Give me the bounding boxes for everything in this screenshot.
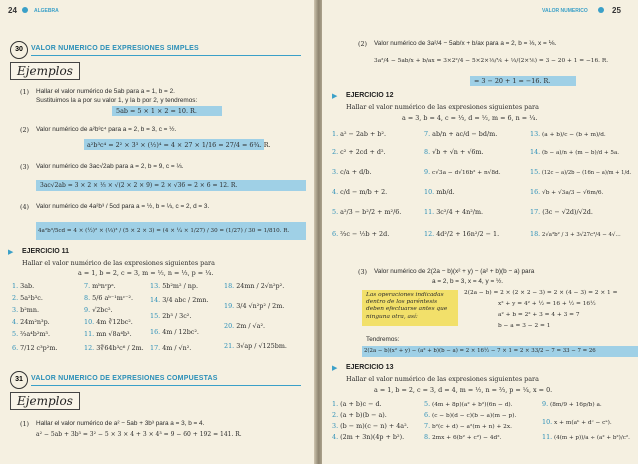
item-number: 9. <box>542 400 549 408</box>
item-expression: 24m²n³p. <box>20 318 50 326</box>
item-expression: 4m ∛12bc². <box>96 318 133 326</box>
item-number: 4. <box>332 433 339 441</box>
item-expression: a²/3 − b²/2 + m²/6. <box>340 208 402 216</box>
item-number: 6. <box>424 411 431 419</box>
item-number: 13. <box>150 282 161 290</box>
item-number: 1. <box>12 282 19 290</box>
item-number: 14. <box>530 148 541 156</box>
item-expression: c² + 2cd + d². <box>340 148 386 156</box>
item-expression: (b − m)(c − n) + 4a². <box>340 422 409 430</box>
item-number: 10. <box>84 318 95 326</box>
example-text: Hallar el valor numérico de a² − 5ab + 3b³ para a = 3, b = 4. <box>36 420 205 427</box>
step-line: a² + b = 2² + 3 = 4 + 3 = 7 <box>498 312 580 318</box>
item-expression: (4m + 8p)(a² + b²)(6n − d). <box>431 402 513 408</box>
example-work: 3a²/4 − 5ab/x + b/ax = 3×2²/4 − 5×2×⅓/⅙ + ⅓/(2×⅙) = 3 − 20 + 1 = −16. R. <box>374 58 609 64</box>
example-number: (1) <box>20 88 30 96</box>
page-number: 25 <box>612 6 621 15</box>
item-expression: b²mn. <box>20 306 40 314</box>
example-result: 4a²b³/5cd = 4 × (½)² × (⅓)³ / (5 × 2 × 3) = (4 × ¼ × 1/27) / 30 = (1/27) / 30 = 1/810. R. <box>38 228 290 234</box>
exercise-values: a = 1, b = 2, c = 3, d = 4, m = ½, n = ⅔, p = ¼, x = 0. <box>374 386 553 394</box>
item-expression: mb/d. <box>436 188 455 196</box>
left-page <box>0 0 316 464</box>
arrow-icon: ▶ <box>332 92 338 100</box>
item-expression: (8m/9 + 16p/b) a. <box>549 402 602 408</box>
item-expression: (3c − √2d)/√2d. <box>542 208 593 216</box>
right-page <box>322 0 638 464</box>
example-result: 3ac√2ab = 3 × 2 × ⅓ × √(2 × 2 × 9) = 2 × √36 = 2 × 6 = 12. R. <box>40 182 238 189</box>
item-number: 17. <box>150 344 161 352</box>
item-number: 2. <box>12 294 19 302</box>
section-rule <box>31 55 301 56</box>
item-expression: c/a + d/b. <box>340 168 372 176</box>
item-number: 10. <box>424 188 435 196</box>
item-number: 1. <box>332 130 339 138</box>
example-number: (3) <box>20 163 30 171</box>
example-number: (2) <box>358 40 368 48</box>
item-expression: mn √8a⁴b³. <box>96 330 132 338</box>
item-expression: 5a²b³c. <box>20 294 43 302</box>
item-number: 14. <box>150 296 161 304</box>
item-number: 6. <box>12 344 19 352</box>
item-expression: 2√a³b² / 3 + 3√27c³/4 − 4√… <box>541 232 621 238</box>
item-number: 11. <box>542 433 553 441</box>
item-number: 17. <box>530 208 541 216</box>
item-expression: (c − b)(d − c)(b − a)(m − p). <box>431 413 517 419</box>
item-expression: 4m / √n². <box>162 344 192 352</box>
exercise-title: EJERCICIO 13 <box>346 364 394 371</box>
item-number: 12. <box>84 344 95 352</box>
exercise-instruction: Hallar el valor numérico de las expresiones siguientes para <box>346 375 539 383</box>
exercise-instruction: Hallar el valor numérico de las expresiones siguientes para <box>22 259 215 267</box>
page-dot-icon <box>22 7 28 13</box>
item-number: 16. <box>150 328 161 336</box>
item-expression: x + m(aᵇ + dᶜ − cᵃ). <box>554 420 612 426</box>
item-number: 7. <box>424 422 431 430</box>
item-number: 15. <box>530 168 541 176</box>
item-number: 4. <box>332 188 339 196</box>
item-expression: 3/4 √n²p² / 2m. <box>236 302 285 310</box>
item-expression: 3∜64b³c⁶ / 2m. <box>96 344 144 352</box>
item-expression: (a + b)c − d. <box>340 400 382 408</box>
exercise-title: EJERCICIO 12 <box>346 92 394 99</box>
running-head: ALGEBRA <box>34 8 59 14</box>
example-text: Sustituimos la a por su valor 1, y la b por 2, y tendremos: <box>36 97 198 104</box>
exercise-values: a = 1, b = 2, c = 3, m = ½, n = ⅓, p = ¼. <box>78 269 214 277</box>
step-line: x² + y = 4² + ½ = 16 + ½ = 16½ <box>498 301 596 307</box>
item-expression: 3/4 abc / 2mn. <box>162 296 209 304</box>
item-expression: 4m / 12bc². <box>162 328 199 336</box>
item-expression: ab/n + ac/d − bd/m. <box>432 130 498 138</box>
item-expression: √b + √n + √6m. <box>432 148 484 156</box>
item-expression: 7/12 c³p²m. <box>20 344 58 352</box>
example-number: (4) <box>20 203 30 211</box>
example-number: (2) <box>20 126 30 134</box>
exercise-title: EJERCICIO 11 <box>22 248 70 255</box>
item-expression: (b − a)/n + (m − b)/d + 5a. <box>541 150 620 156</box>
item-number: 2. <box>332 411 339 419</box>
item-number: 3. <box>12 306 19 314</box>
item-expression: (12c − a)/2b − (16n − a)/m + 1/d. <box>541 170 632 176</box>
arrow-icon: ▶ <box>8 248 14 256</box>
section-number: 31 <box>10 371 28 389</box>
example-text: Valor numérico de 4a²b³ / 5cd para a = ½, b = ⅓, c = 2, d = 3. <box>36 203 210 210</box>
section-title: VALOR NUMERICO DE EXPRESIONES COMPUESTAS <box>31 375 218 382</box>
item-expression: (a + b)(b − a). <box>340 411 387 419</box>
item-expression: 5b²m² / np. <box>162 282 199 290</box>
example-result: a²b³c⁴ = 2² × 3³ × (½)⁴ = 4 × 27 × 1/16 = 27/4 = 6¾. R. <box>87 141 271 149</box>
ejemplos-box: Ejemplos <box>10 392 80 410</box>
item-number: 18. <box>530 230 541 238</box>
section-title: VALOR NUMERICO DE EXPRESIONES SIMPLES <box>31 45 199 52</box>
example-result: a² − 5ab + 3b³ = 3² − 5 × 3 × 4 + 3 × 4³ = 9 − 60 + 192 = 141. R. <box>36 431 242 438</box>
page-number: 24 <box>8 6 17 15</box>
item-number: 5. <box>424 400 431 408</box>
item-expression: 3√ap / √125bm. <box>236 342 287 350</box>
item-number: 16. <box>530 188 541 196</box>
item-number: 9. <box>424 168 431 176</box>
item-number: 13. <box>530 130 541 138</box>
item-expression: 2mx + 6(b² + c²) − 4d². <box>431 435 502 441</box>
step-line: b − a = 3 − 2 = 1 <box>498 323 551 329</box>
item-expression: a² − 2ab + b². <box>340 130 387 138</box>
item-number: 11. <box>84 330 95 338</box>
item-number: 7. <box>424 130 431 138</box>
example-text: Valor numérico de a²b³c⁴ para a = 2, b = 3, c = ½. <box>36 126 177 133</box>
item-number: 6. <box>332 230 339 238</box>
exercise-list <box>332 400 632 460</box>
item-number: 18. <box>224 282 235 290</box>
item-expression: √2bc². <box>92 306 113 314</box>
example-text: Valor numérico de 3a²/4 − 5ab/x + b/ax para a = 2, b = ⅓, x = ⅙. <box>374 40 557 47</box>
item-number: 2. <box>332 148 339 156</box>
exercise-list <box>332 130 632 260</box>
section-number: 30 <box>10 41 28 59</box>
item-expression: (a + b)/c − (b + m)/d. <box>542 132 606 138</box>
example-number: (1) <box>20 420 30 428</box>
item-number: 4. <box>12 318 19 326</box>
section-rule <box>31 385 301 386</box>
item-number: 20. <box>224 322 235 330</box>
exercise-list <box>12 282 312 364</box>
example-text: Valor numérico de 3ac√2ab para a = 2, b = 9, c = ⅓. <box>36 163 184 170</box>
step-line: 2(2a − b) = 2 × (2 × 2 − 3) = 2 × (4 − 3) = 2 × 1 = <box>464 290 618 296</box>
item-number: 11. <box>424 208 435 216</box>
item-number: 7. <box>84 282 91 290</box>
item-expression: b²(c + d) − a²(m + n) + 2x. <box>431 424 512 430</box>
item-number: 9. <box>84 306 91 314</box>
ejemplos-box: Ejemplos <box>10 62 80 80</box>
item-expression: ⅔a⁴b²m³. <box>20 330 51 338</box>
example-text: Hallar el valor numérico de 5ab para a = 1, b = 2. <box>36 88 175 95</box>
item-number: 10. <box>542 418 553 426</box>
item-expression: ⅔c − ½b + 2d. <box>340 230 390 238</box>
item-number: 21. <box>224 342 235 350</box>
item-expression: 2m / √a². <box>236 322 266 330</box>
item-number: 8. <box>424 433 431 441</box>
tendremos-label: Tendremos: <box>366 336 400 343</box>
example-values: a = 2, b = 3, x = 4, y = ½. <box>432 278 504 285</box>
example-text: Valor numérico de 2(2a − b)(x² + y) − (a² + b)(b − a) para <box>374 268 535 275</box>
item-expression: (2m + 3n)(4p + b²). <box>340 433 405 441</box>
item-expression: c√3a − d√16b² + n√8d. <box>431 170 501 176</box>
item-expression: 5/6 aᵇ⁻¹mᶜ⁻². <box>92 294 134 302</box>
item-number: 12. <box>424 230 435 238</box>
item-expression: 4d²/2 + 16n²/2 − 1. <box>436 230 500 238</box>
item-expression: 2b³ / 3c². <box>162 312 192 320</box>
item-number: 8. <box>424 148 431 156</box>
item-number: 1. <box>332 400 339 408</box>
page-dot-icon <box>598 7 604 13</box>
example-result: 5ab = 5 × 1 × 2 = 10. R. <box>116 107 197 115</box>
exercise-instruction: Hallar el valor numérico de las expresiones siguientes para <box>346 103 539 111</box>
item-number: 5. <box>12 330 19 338</box>
note-text: Las operaciones indicadas dentro de los paréntesis deben efectuarse antes que ninguna otra, así: <box>366 292 448 320</box>
item-number: 5. <box>332 208 339 216</box>
example-result: 2(2a − b)(x² + y) − (a² + b)(b − a) = 2 × 16½ − 7 × 1 = 2 × 33/2 − 7 = 33 − 7 = 26 <box>364 348 596 354</box>
item-expression: 3c²/4 + 4n²/m. <box>436 208 484 216</box>
item-number: 3. <box>332 168 339 176</box>
item-expression: √b + √3a/3 − √6m/6. <box>542 190 604 196</box>
item-expression: 3ab. <box>20 282 35 290</box>
item-number: 8. <box>84 294 91 302</box>
item-number: 3. <box>332 422 339 430</box>
item-number: 19. <box>224 302 235 310</box>
item-expression: 24mn / 2√n²p². <box>236 282 285 290</box>
item-expression: mᵇnᶜpᵃ. <box>92 282 116 290</box>
item-number: 15. <box>150 312 161 320</box>
item-expression: c/d − m/b + 2. <box>340 188 388 196</box>
example-number: (3) <box>358 268 368 276</box>
arrow-icon: ▶ <box>332 364 338 372</box>
running-head: VALOR NUMERICO <box>542 8 588 14</box>
item-expression: (4(m + p))/a ÷ (a² + b²)/c². <box>553 435 630 441</box>
exercise-values: a = 3, b = 4, c = ⅓, d = ½, m = 6, n = ¼. <box>402 114 538 122</box>
example-result: = 3 − 20 + 1 = −16. R. <box>474 77 551 85</box>
